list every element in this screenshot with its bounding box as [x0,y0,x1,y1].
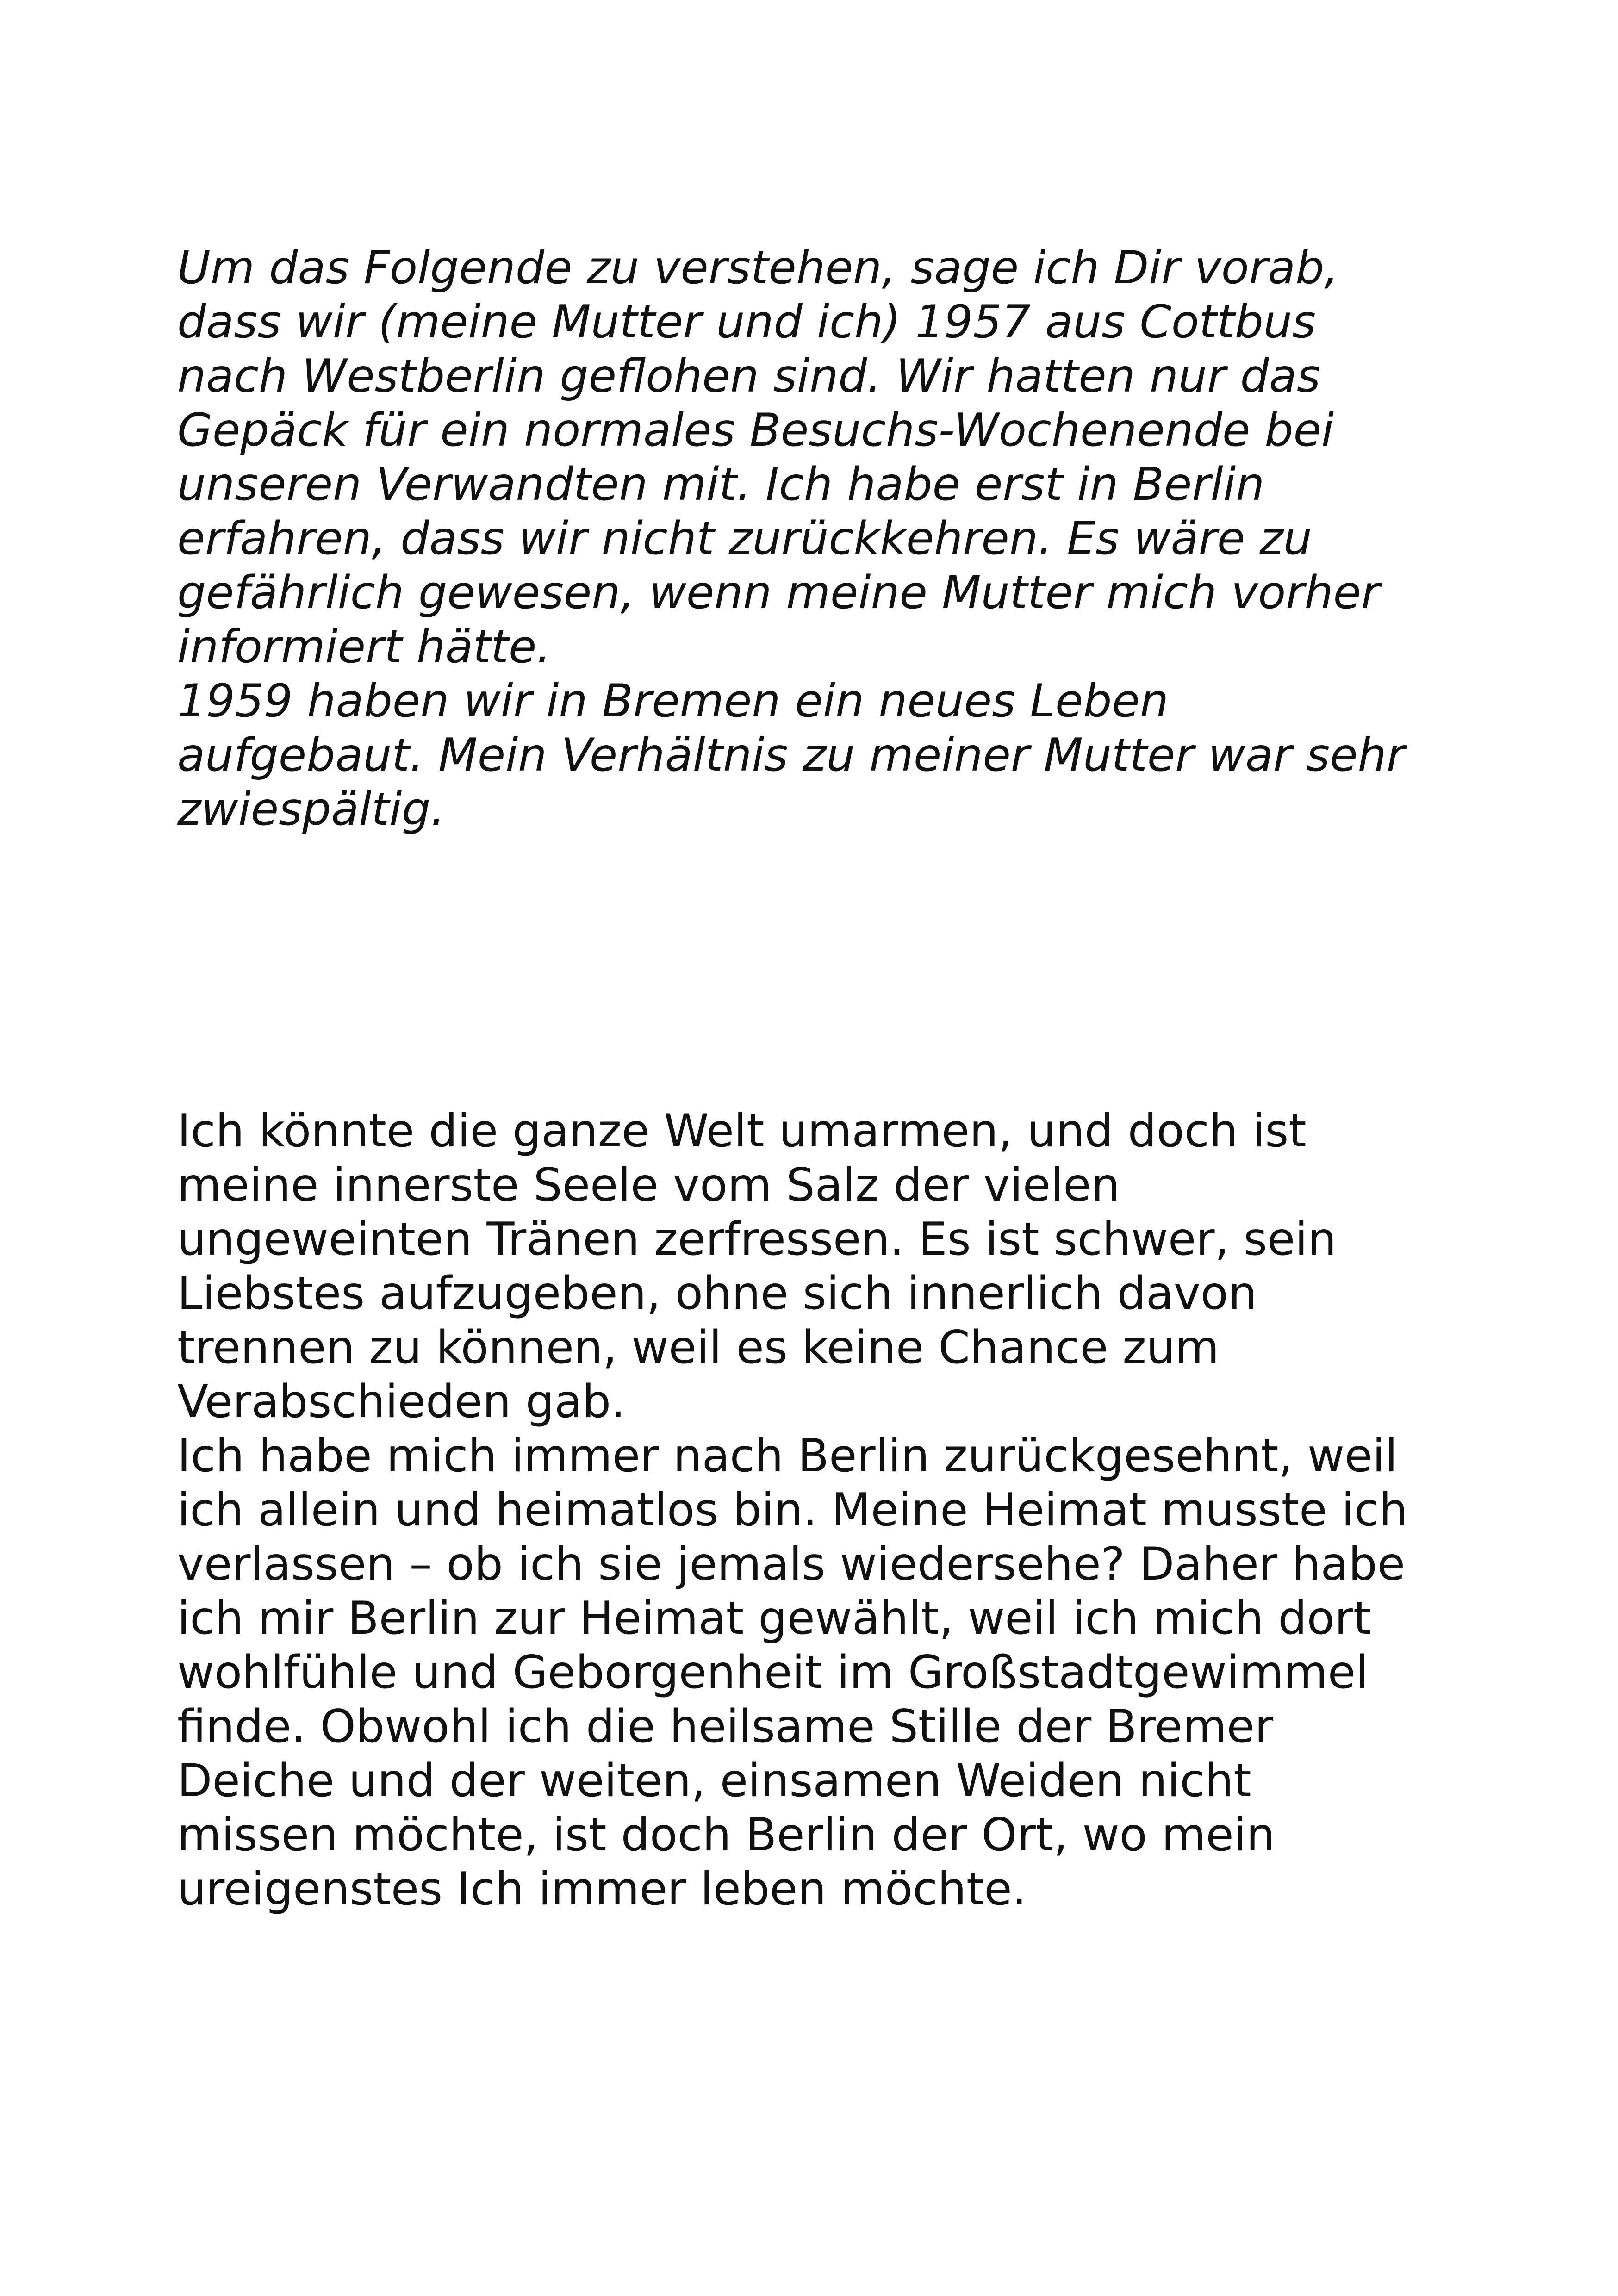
intro-line: aufgebaut. Mein Verhältnis zu meiner Mutter war sehr [177,729,1406,782]
reflection-line: finde. Obwohl ich die heilsame Stille der Bremer [177,1700,1274,1753]
reflection-line: ich mir Berlin zur Heimat gewählt, weil ich mich dort [177,1592,1371,1645]
intro-line: unseren Verwandten mit. Ich habe erst in Berlin [177,458,1265,511]
intro-line: erfahren, dass wir nicht zurückkehren. Es wäre zu [177,512,1312,565]
reflection-line: ureigenstes Ich immer leben möchte. [177,1863,1027,1916]
reflection-line: missen möchte, ist doch Berlin der Ort, wo mein [177,1809,1275,1861]
intro-line: Um das Folgende zu verstehen, sage ich Dir vorab, [177,242,1339,294]
reflection-line: Liebstes aufzugeben, ohne sich innerlich davon [177,1267,1257,1320]
reflection-line: verlassen – ob ich sie jemals wiedersehe? Daher habe [177,1538,1405,1591]
intro-line: Gepäck für ein normales Besuchs-Wochenende bei [177,404,1334,457]
reflection-line: Verabschieden gab. [177,1375,626,1428]
intro-line: 1959 haben wir in Bremen ein neues Leben [177,675,1169,728]
reflection-line: ungeweinten Tränen zerfressen. Es ist schwer, sein [177,1213,1337,1266]
reflection-line: wohlfühle und Geborgenheit im Großstadtgewimmel [177,1646,1369,1699]
intro-line: informiert hätte. [177,621,551,673]
reflection-line: ich allein und heimatlos bin. Meine Heimat musste ich [177,1484,1408,1537]
reflection-paragraph [177,1104,1473,1916]
reflection-line: Ich könnte die ganze Welt umarmen, und doch ist [177,1105,1307,1157]
reflection-line: meine innerste Seele vom Salz der vielen [177,1159,1120,1212]
intro-line: dass wir (meine Mutter und ich) 1957 aus Cottbus [177,296,1316,348]
intro-line: gefährlich gewesen, wenn meine Mutter mich vorher [177,566,1380,619]
reflection-line: Ich habe mich immer nach Berlin zurückgesehnt, weil [177,1430,1398,1482]
intro-line: zwiespältig. [177,783,445,836]
intro-line: nach Westberlin geflohen sind. Wir hatten nur das [177,350,1320,403]
reflection-line: trennen zu können, weil es keine Chance zum [177,1321,1220,1374]
intro-paragraph [177,241,1473,837]
reflection-line: Deiche und der weiten, einsamen Weiden nicht [177,1755,1251,1807]
